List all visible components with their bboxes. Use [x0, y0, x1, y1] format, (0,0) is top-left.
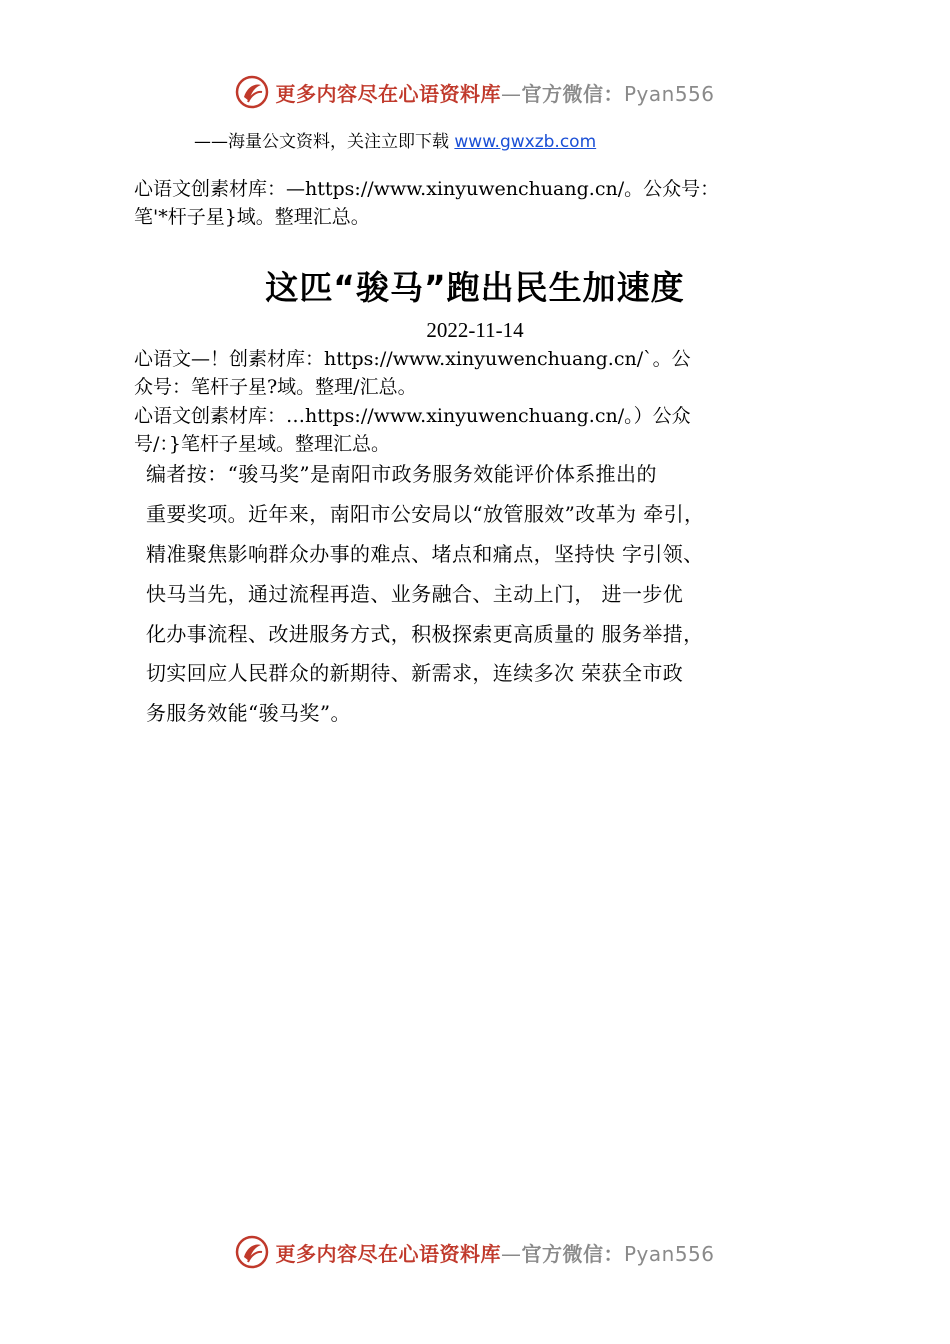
body-line-4: 快马当先，通过流程再造、业务融合、主动上门， 进一步优 — [146, 582, 684, 606]
wechat-label: 官方微信： — [521, 1241, 624, 1266]
brand-logo-icon — [235, 1235, 269, 1269]
site-link[interactable]: www.gwxzb.com — [454, 132, 597, 152]
body-line-1: 编者按：“骏马奖”是南阳市政务服务效能评价体系推出的 — [146, 462, 657, 486]
header-watermark-top — [0, 72, 950, 112]
body-line-7: 务服务效能“骏马奖”。 — [146, 701, 351, 725]
header-text — [275, 78, 714, 107]
header-text — [275, 1238, 714, 1267]
header-separator: — — [500, 81, 522, 106]
meta-line-1: 心语文—！创素材库：https://www.xinyuwenchuang.cn/`。公 — [134, 348, 691, 370]
body-line-5: 化办事流程、改进服务方式，积极探索更高质量的 服务举措， — [146, 622, 704, 646]
meta-line-4: 号/：}笔杆子星域。整理汇总。 — [134, 433, 390, 455]
wechat-label: 官方微信： — [521, 81, 624, 106]
intro-line-2: 笔'*杆子星}域。整理汇总。 — [134, 206, 370, 228]
wechat-id: Pyan556 — [623, 1241, 715, 1266]
brand-text: 更多内容尽在心语资料库 — [275, 81, 501, 106]
article-date: 2022-11-14 — [426, 318, 524, 342]
download-subline — [194, 127, 596, 152]
header-watermark-bottom — [0, 1232, 950, 1272]
brand-logo-icon — [235, 75, 269, 109]
brand-text: 更多内容尽在心语资料库 — [275, 1241, 501, 1266]
body-line-2: 重要奖项。近年来，南阳市公安局以“放管服效”改革为 牵引， — [146, 502, 705, 526]
meta-line-2: 众号：笔杆子星?域。整理/汇总。 — [134, 376, 417, 398]
subline-prefix: ——海量公文资料，关注立即下载 — [194, 132, 455, 152]
header-separator: — — [500, 1241, 522, 1266]
article-title: 这匹“骏马”跑出民生加速度 — [265, 268, 685, 307]
body-line-6: 切实回应人民群众的新期待、新需求，连续多次 荣获全市政 — [146, 661, 684, 685]
wechat-id: Pyan556 — [623, 81, 715, 106]
meta-line-3: 心语文创素材库：…https://www.xinyuwenchuang.cn/。）公众 — [134, 405, 691, 427]
intro-line-1: 心语文创素材库：—https://www.xinyuwenchuang.cn/。公众号： — [134, 178, 720, 200]
body-line-3: 精准聚焦影响群众办事的难点、堵点和痛点，坚持快 字引领、 — [146, 542, 704, 566]
